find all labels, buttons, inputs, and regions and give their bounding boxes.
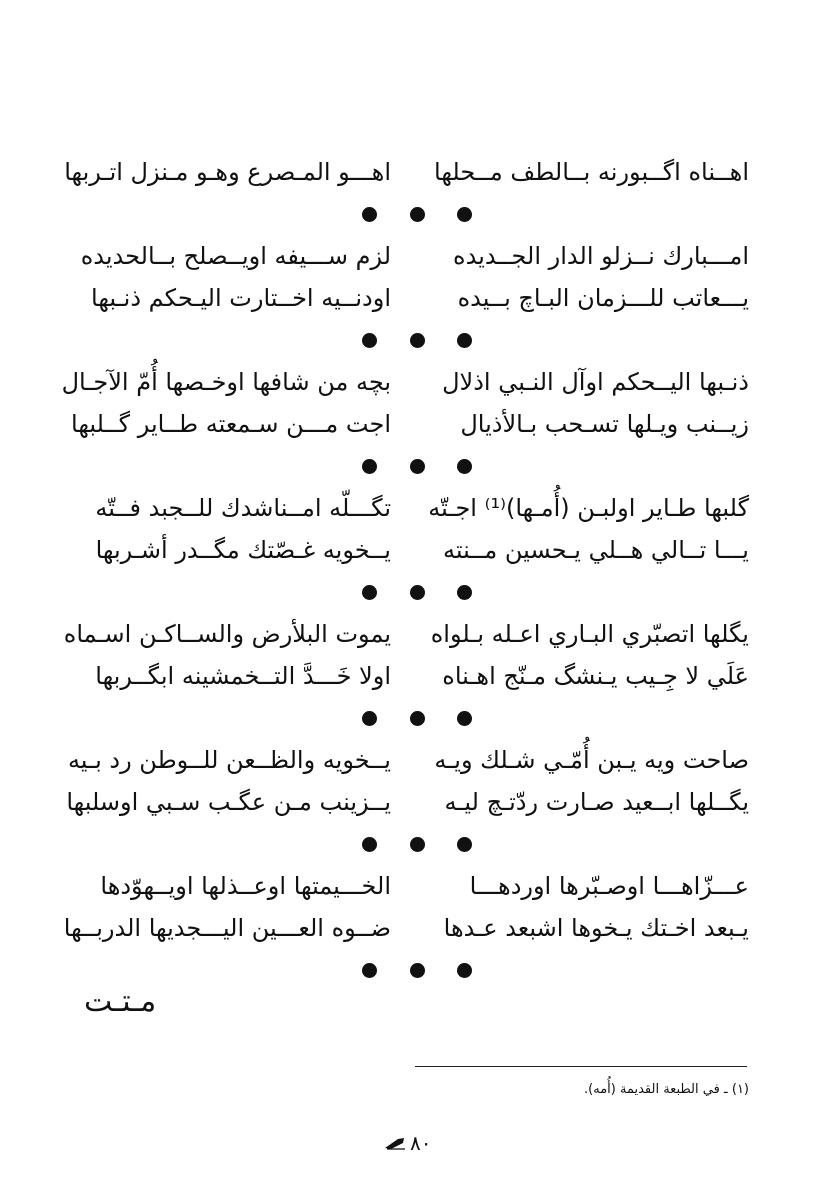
page-number-block bbox=[384, 1130, 431, 1156]
divider-dot bbox=[457, 711, 472, 726]
verse-right: زيــنب ويـلها تسـحب بـالأذيال bbox=[460, 410, 749, 438]
divider-dot bbox=[362, 207, 377, 222]
verse-right: امـــبارك نــزلو الدار الجــديده bbox=[453, 242, 749, 270]
stanza-divider bbox=[362, 836, 472, 852]
end-mark: مـتـت bbox=[84, 984, 157, 1019]
page-number: ٨٠ bbox=[410, 1131, 432, 1155]
divider-dot bbox=[457, 333, 472, 348]
divider-dot bbox=[457, 207, 472, 222]
stanza-divider bbox=[362, 962, 472, 978]
verse-right: يـــا تــالي هــلي يـحسين مــنته bbox=[442, 536, 749, 564]
divider-dot bbox=[457, 837, 472, 852]
verse-left: بچه من شافها اوخـصها أُمّ الآجـال bbox=[61, 368, 391, 396]
divider-dot bbox=[362, 585, 377, 600]
verse-right: صاحت ويه يـبن أُمّـي شـلك ويـه bbox=[434, 746, 749, 774]
verse-right: يـبعد اخـتك يـخوها اشبعد عـدها bbox=[443, 914, 749, 942]
divider-dot bbox=[457, 459, 472, 474]
divider-dot bbox=[362, 333, 377, 348]
footnote: (١) ـ في الطبعة القديمة (أُمه). bbox=[584, 1082, 749, 1097]
verse-right: گلبها طـاير اولبـن (أُمـها)⁽¹⁾ اجـتّه bbox=[428, 494, 749, 522]
verse-left: لزم ســـيفه اويــصلح بــالحديده bbox=[80, 242, 391, 270]
verse-right: يـــعاتب للـــزمان البـاچ بــيده bbox=[457, 284, 749, 312]
verse-left: ضــوه العـــين اليـــجديها الدربــها bbox=[63, 914, 391, 942]
verse-right: يگلها اتصبّري البـاري اعـله بـلواه bbox=[430, 620, 749, 648]
verse-left: اولا خَـــدَّ التــخمشينه ابگــربها bbox=[95, 662, 391, 690]
verse-left: اجت مـــن سـمعته طــاير گــلبها bbox=[71, 410, 391, 438]
divider-dot bbox=[410, 333, 425, 348]
divider-dot bbox=[362, 837, 377, 852]
stanza-divider bbox=[362, 584, 472, 600]
stanza-divider bbox=[362, 710, 472, 726]
verse-left: يموت البلأرض والســاكـن اسـماه bbox=[63, 620, 391, 648]
verse-right: عَلَي لا جِـيب يـنشگ مـنّج اهـناه bbox=[442, 662, 749, 690]
divider-dot bbox=[362, 711, 377, 726]
divider-dot bbox=[362, 963, 377, 978]
verse-left: تگـــلّه امــناشدك للــجبد فــتّه bbox=[95, 494, 391, 522]
divider-dot bbox=[457, 963, 472, 978]
divider-dot bbox=[410, 585, 425, 600]
divider-dot bbox=[410, 711, 425, 726]
verse-right: اهــناه اگــبورنه بــالطف مــحلها bbox=[434, 158, 749, 186]
divider-dot bbox=[410, 459, 425, 474]
divider-dot bbox=[362, 459, 377, 474]
verse-right: ذنـبها اليــحكم اوآل النـبي اذلال bbox=[442, 368, 749, 396]
pen-icon bbox=[384, 1136, 406, 1150]
divider-dot bbox=[410, 837, 425, 852]
divider-dot bbox=[410, 963, 425, 978]
stanza-divider bbox=[362, 332, 472, 348]
verse-right: عـــزّاهـــا اوصـبّرها اوردهـــا bbox=[469, 872, 749, 900]
divider-dot bbox=[457, 585, 472, 600]
footnote-rule bbox=[415, 1066, 747, 1067]
verse-left: الخـــيمتها اوعــذلها اويــهوّدها bbox=[100, 872, 391, 900]
verse-right: يگــلها ابــعيد صـارت ردّتـچ ليـه bbox=[444, 788, 749, 816]
verse-left: اودنــيه اخــتارت اليـحكم ذنـبها bbox=[91, 284, 391, 312]
verse-left: يــخويه غـصّتك مگــدر أشـربها bbox=[95, 536, 391, 564]
stanza-divider bbox=[362, 206, 472, 222]
stanza-divider bbox=[362, 458, 472, 474]
verse-left: اهـــو المـصرع وهـو مـنزل اتـربها bbox=[64, 158, 391, 186]
verse-left: يــخويه والظــعن للــوطن رد بـيه bbox=[67, 746, 391, 774]
divider-dot bbox=[410, 207, 425, 222]
verse-left: يــزينب مـن عگـب سـبي اوسلبها bbox=[66, 788, 391, 816]
